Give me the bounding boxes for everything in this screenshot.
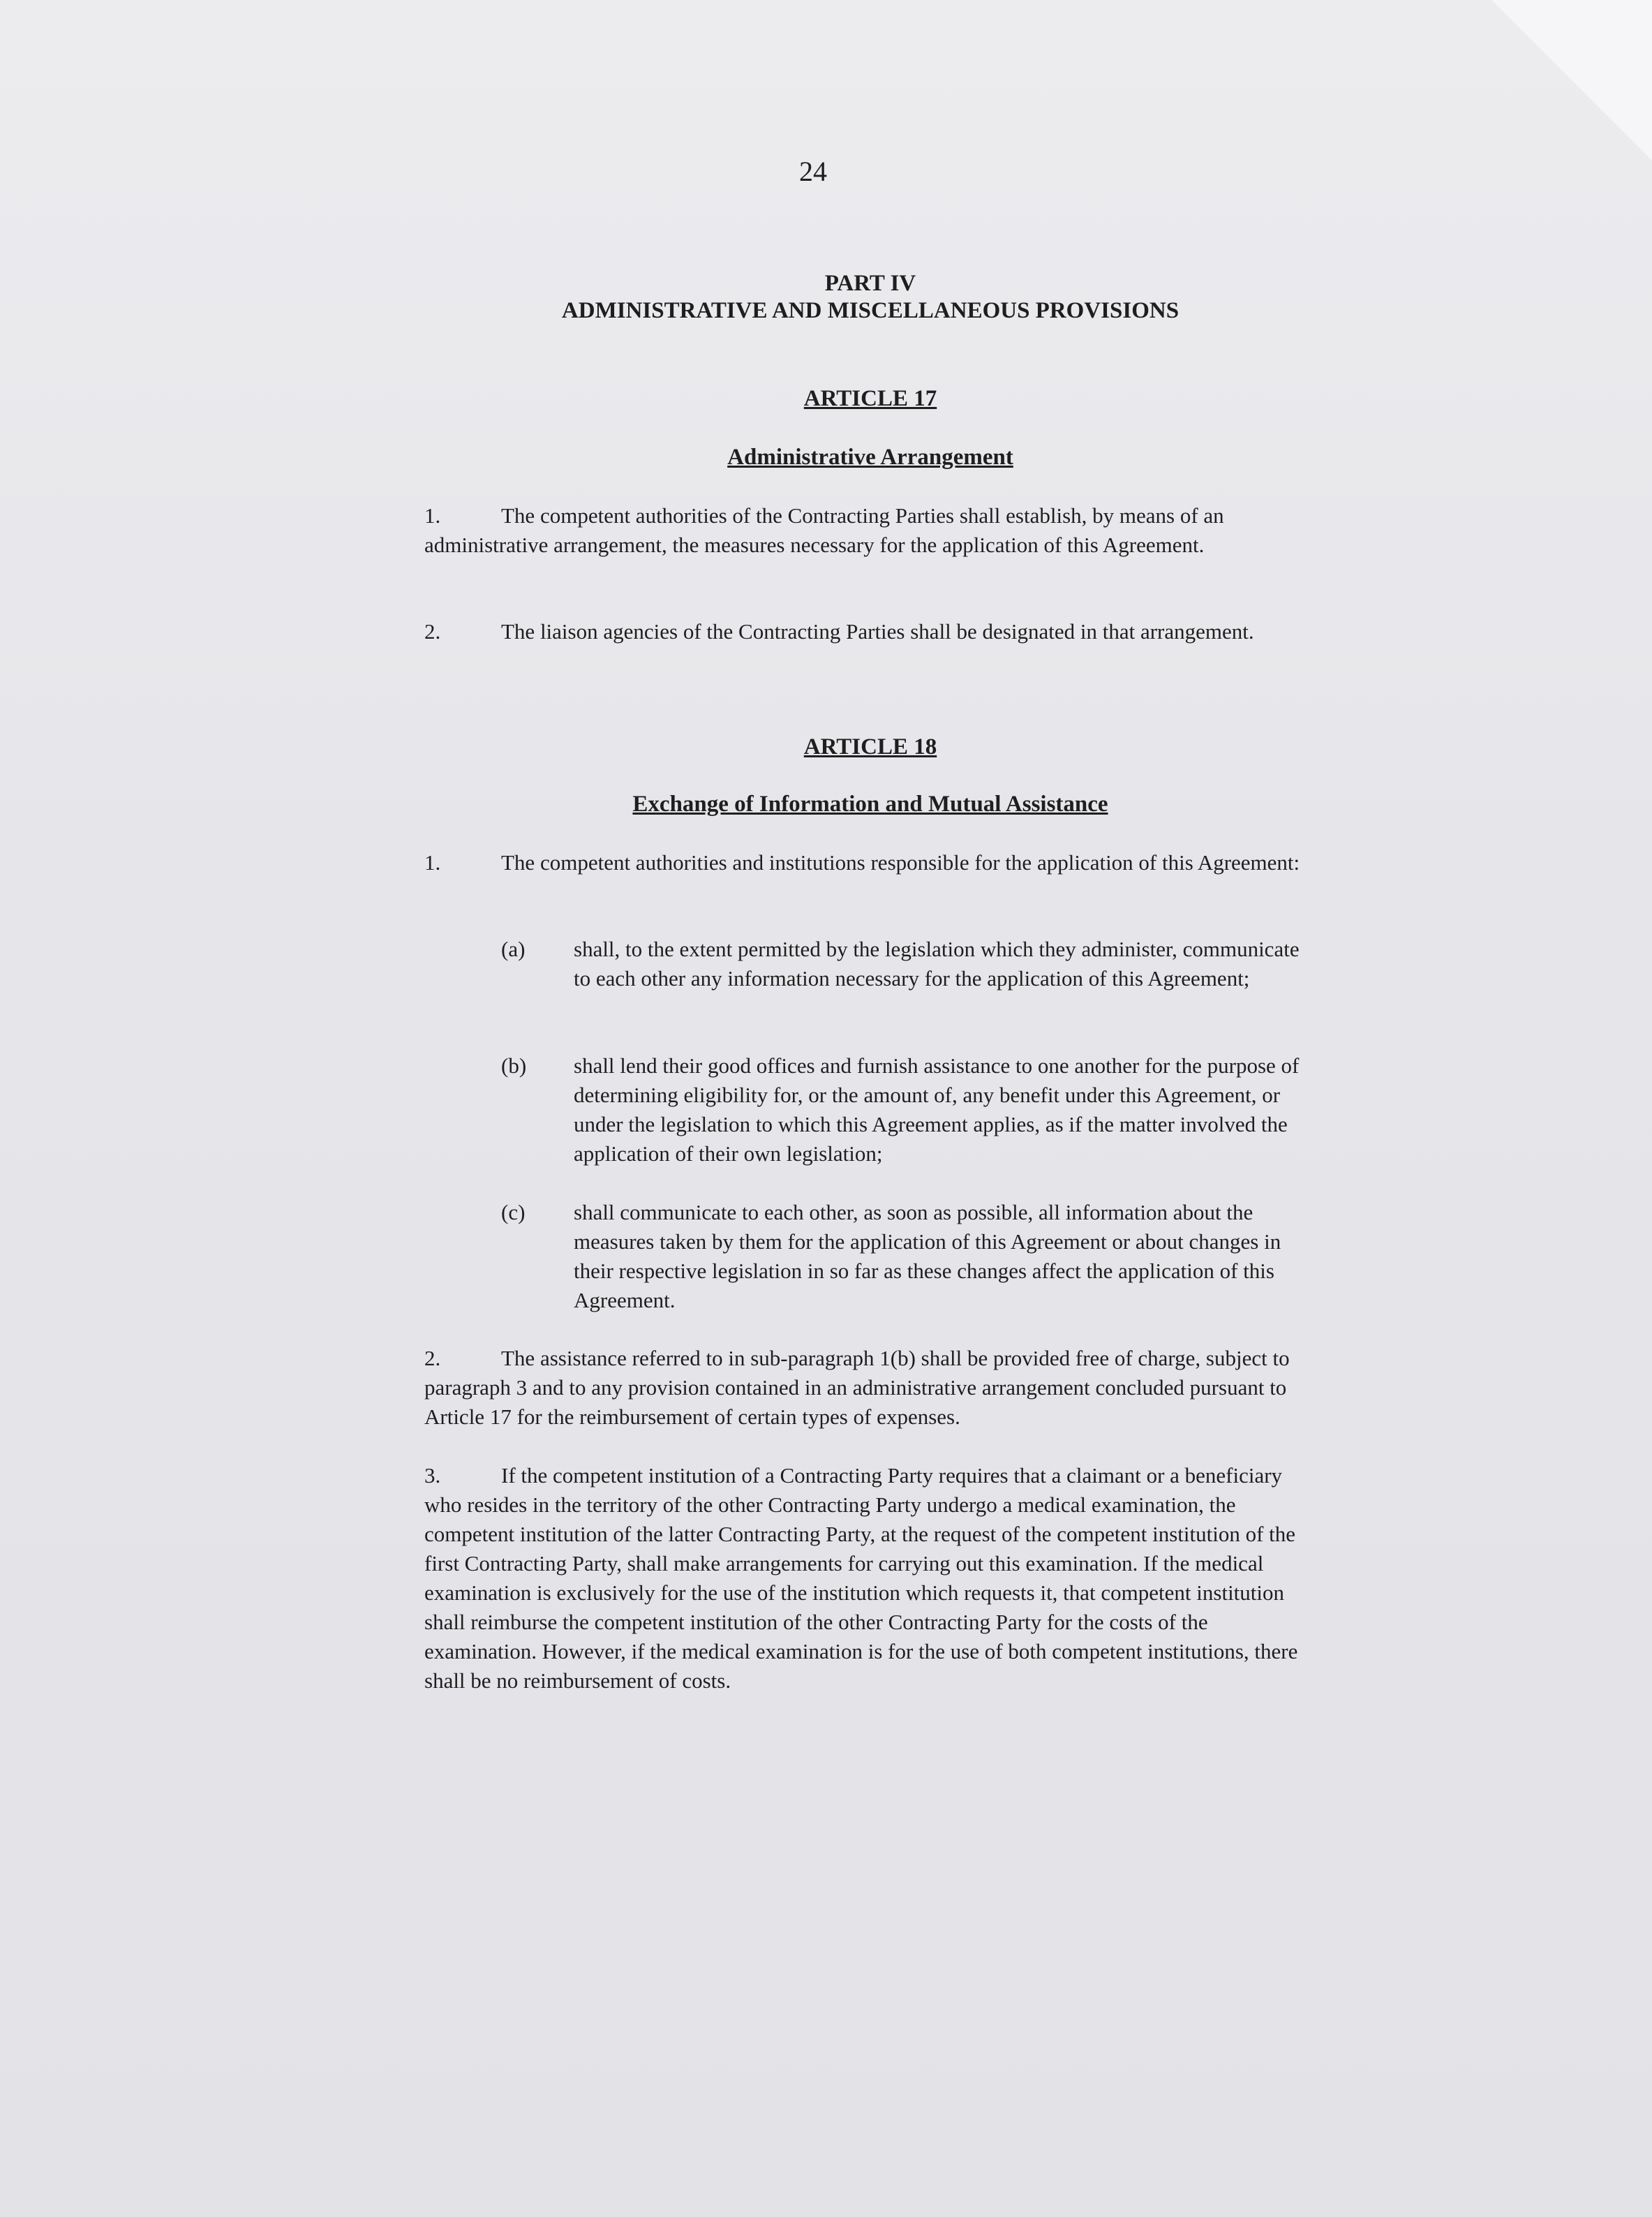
article-18-paragraph-1 bbox=[424, 848, 1311, 877]
item-label: (a) bbox=[501, 937, 526, 961]
paragraph-number: 2. bbox=[424, 619, 441, 644]
folded-page-corner bbox=[1491, 0, 1652, 161]
article-18-item-a bbox=[424, 935, 1311, 993]
article-17-title: ARTICLE 17 bbox=[803, 386, 937, 411]
paragraph-text: The competent authorities of the Contracting Parties shall establish, by means of an administrative arrangement, the measures necessary for the application of this Agreement. bbox=[424, 503, 1224, 557]
article-17-heading: Administrative Arrangement bbox=[727, 445, 1013, 470]
article-18-item-c bbox=[424, 1198, 1311, 1315]
item-text: shall lend their good offices and furnish assistance to one another for the purpose of determining eligibility for, or the amount of, any benefit under this Agreement, or under the legislation to which this Agreement applies, as if the matter involved the application of their own legislation; bbox=[574, 1053, 1300, 1166]
item-label: (c) bbox=[501, 1200, 526, 1224]
article-18-paragraph-3 bbox=[424, 1461, 1311, 1696]
item-label: (b) bbox=[501, 1053, 527, 1078]
article-18-item-b bbox=[424, 1051, 1311, 1169]
paragraph-text: The competent authorities and institutions responsible for the application of this Agreement: bbox=[501, 850, 1300, 875]
item-text: shall, to the extent permitted by the legislation which they administer, communicate to each other any information necessary for the application of this Agreement; bbox=[574, 937, 1300, 991]
paragraph-text: The liaison agencies of the Contracting Parties shall be designated in that arrangement. bbox=[501, 619, 1254, 644]
paragraph-number: 3. bbox=[424, 1463, 441, 1488]
paragraph-text: If the competent institution of a Contracting Party requires that a claimant or a beneficiary who resides in the territory of the other Contracting Party undergo a medical examination, the competent institution of the latter Contracting Party, at the request of the competent institution of the first Contracting Party, shall make arrangements for carrying out this examination. If the medical examination is exclusively for the use of the institution which requests it, that competent institution shall reimburse the competent institution of the other Contracting Party for the costs of the examination. However, if the medical examination is for the use of both competent institutions, there shall be no reimbursement of costs. bbox=[424, 1463, 1298, 1693]
paragraph-number: 2. bbox=[424, 1346, 441, 1370]
part-title: PART IV bbox=[824, 271, 916, 296]
paragraph-number: 1. bbox=[424, 850, 441, 875]
article-17-paragraph-1 bbox=[424, 501, 1311, 560]
part-subtitle: ADMINISTRATIVE AND MISCELLANEOUS PROVISIONS bbox=[561, 298, 1180, 323]
paragraph-number: 1. bbox=[424, 503, 441, 528]
item-text: shall communicate to each other, as soon as possible, all information about the measures taken by them for the application of this Agreement or about changes in their respective legislation in so far as these changes affect the application of this Agreement. bbox=[574, 1200, 1281, 1312]
article-18-paragraph-2 bbox=[424, 1344, 1311, 1432]
article-18-heading: Exchange of Information and Mutual Assistance bbox=[632, 792, 1108, 817]
paragraph-text: The assistance referred to in sub-paragraph 1(b) shall be provided free of charge, subject to paragraph 3 and to any provision contained in an administrative arrangement concluded pursuant to Article 17 for the reimbursement of certain types of expenses. bbox=[424, 1346, 1290, 1429]
article-17-paragraph-2 bbox=[424, 617, 1311, 646]
page-number: 24 bbox=[799, 156, 827, 187]
article-18-title: ARTICLE 18 bbox=[803, 734, 937, 759]
